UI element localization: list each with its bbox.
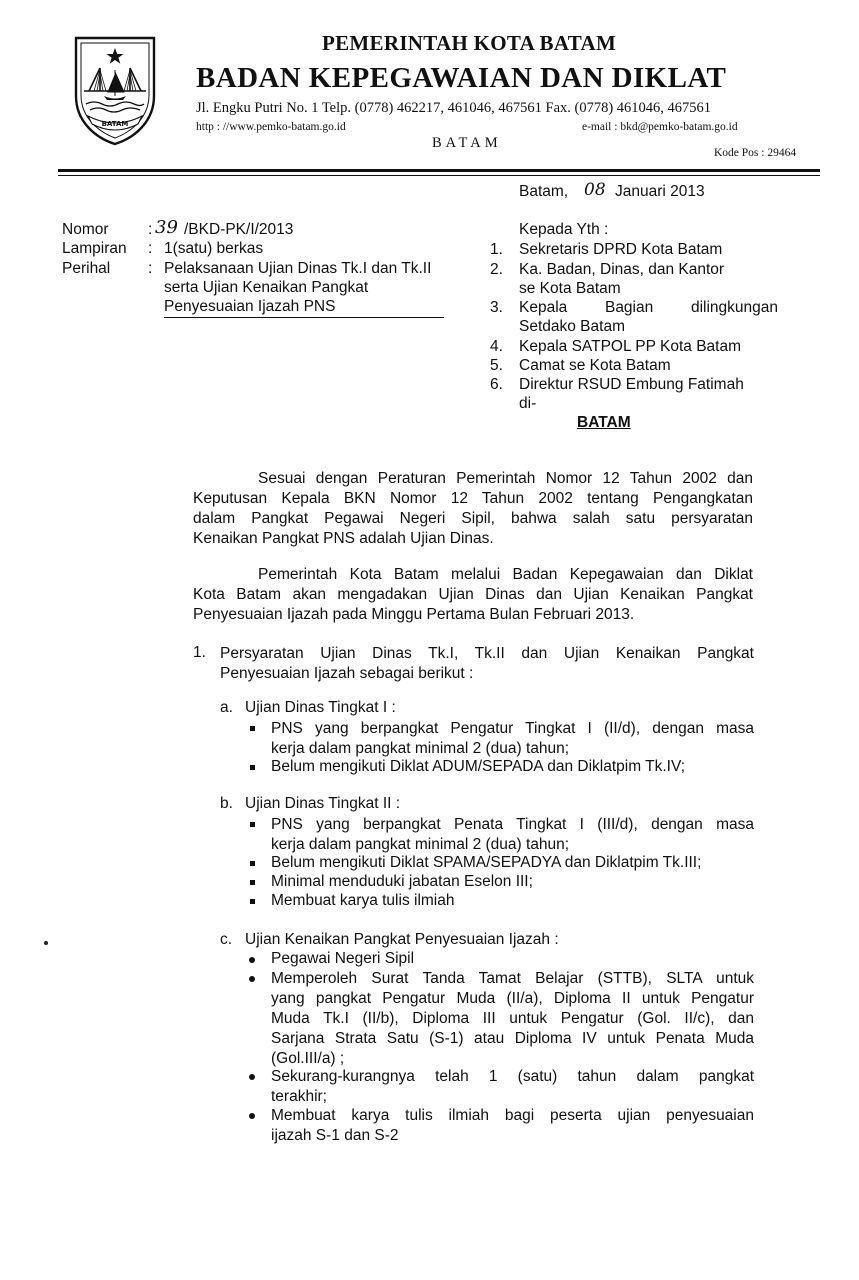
item-line: Muda Tk.I (II/b), Diploma III untuk Pengatur (Gol. II/c), dan xyxy=(271,1010,754,1027)
square-bullet-icon xyxy=(250,861,255,866)
section-c-item xyxy=(271,1106,754,1146)
scan-speck xyxy=(44,941,48,945)
point-line: Penyesuaian Ijazah sebagai berikut : xyxy=(220,665,474,682)
subject-line: Penyesuaian Ijazah PNS xyxy=(164,298,336,315)
letterhead-divider-thin xyxy=(58,175,820,176)
item-line: PNS yang berpangkat Pengatur Tingkat I (II/d), dengan masa xyxy=(271,720,754,737)
section-c-item xyxy=(271,969,754,1069)
body-paragraph-1 xyxy=(193,469,753,549)
body-paragraph-2 xyxy=(193,565,753,625)
item-line: (Gol.III/a) ; xyxy=(271,1050,345,1067)
letter-number: /BKD-PK/I/2013 xyxy=(184,221,294,238)
government-name: PEMERINTAH KOTA BATAM xyxy=(322,31,617,55)
paragraph-line: Kenaikan Pangkat PNS adalah Ujian Dinas. xyxy=(193,530,494,547)
square-bullet-icon xyxy=(250,726,255,731)
section-b-item xyxy=(271,815,754,855)
attachment-label: Lampiran xyxy=(62,240,127,257)
section-b-item: Minimal menduduki jabatan Eselon III; xyxy=(271,873,533,890)
section-a-item xyxy=(271,719,754,759)
item-line: PNS yang berpangkat Penata Tingkat I (III/d), dengan masa xyxy=(271,816,754,833)
recipient-number: 6. xyxy=(490,376,503,393)
paragraph-line: Keputusan Kepala BKN Nomor 12 Tahun 2002 tentang Pengangkatan xyxy=(193,490,753,507)
section-b-item: Membuat karya tulis ilmiah xyxy=(271,892,455,909)
paragraph-line: Sesuai dengan Peraturan Pemerintah Nomor 12 Tahun 2002 dan xyxy=(258,470,753,487)
recipient-line: se Kota Batam xyxy=(519,280,621,297)
recipient-number: 1. xyxy=(490,241,503,258)
square-bullet-icon xyxy=(250,765,255,770)
letterhead-divider-thick xyxy=(58,169,820,172)
recipient-line: Setdako Batam xyxy=(519,318,625,335)
recipient-line: Kepala Bagian dilingkungan xyxy=(519,299,778,316)
item-line: kerja dalam pangkat minimal 2 (dua) tahun; xyxy=(271,836,570,853)
round-bullet-icon xyxy=(249,957,255,963)
letter-date-day: 08 xyxy=(584,180,606,200)
recipients-heading: Kepada Yth : xyxy=(519,221,609,238)
postal-code: Kode Pos : 29464 xyxy=(714,147,797,159)
section-b-letter: b. xyxy=(220,795,233,812)
item-line: terakhir; xyxy=(271,1088,327,1105)
letterhead-city: BATAM xyxy=(432,135,502,151)
section-a-letter: a. xyxy=(220,699,233,716)
attachment-colon: : xyxy=(148,240,153,257)
recipient-line: Direktur RSUD Embung Fatimah xyxy=(519,376,744,393)
letter-date-month-year: Januari 2013 xyxy=(615,183,705,200)
handwritten-letter-number: 39 xyxy=(155,217,178,238)
recipient-line: di- xyxy=(519,395,537,412)
point-line: Persyaratan Ujian Dinas Tk.I, Tk.II dan Ujian Kenaikan Pangkat xyxy=(220,645,754,662)
recipient-number: 2. xyxy=(490,261,503,278)
round-bullet-icon xyxy=(249,1113,255,1119)
paragraph-line: Penyesuaian Ijazah pada Minggu Pertama Bulan Februari 2013. xyxy=(193,606,635,623)
paragraph-line: Pemerintah Kota Batam melalui Badan Kepegawaian dan Diklat xyxy=(258,566,753,583)
square-bullet-icon xyxy=(250,880,255,885)
subject-underline xyxy=(164,317,444,318)
recipient-line: Sekretaris DPRD Kota Batam xyxy=(519,241,723,258)
svg-text:BATAM: BATAM xyxy=(101,120,129,128)
section-b-title: Ujian Dinas Tingkat II : xyxy=(245,795,401,812)
number-colon: : xyxy=(148,221,153,238)
round-bullet-icon xyxy=(249,1074,255,1080)
item-line: ijazah S-1 dan S-2 xyxy=(271,1127,399,1144)
recipient-line: Camat se Kota Batam xyxy=(519,357,671,374)
agency-website: http : //www.pemko-batam.go.id xyxy=(196,121,346,133)
recipient-city: BATAM xyxy=(577,414,631,431)
square-bullet-icon xyxy=(250,822,255,827)
section-c-letter: c. xyxy=(220,931,233,948)
item-line: Sarjana Strata Satu (S-1) atau Diploma IV untuk Penata Muda xyxy=(271,1030,754,1047)
section-c-item: Pegawai Negeri Sipil xyxy=(271,950,415,967)
letter-date-city: Batam, xyxy=(519,183,569,200)
recipient-line: Kepala SATPOL PP Kota Batam xyxy=(519,338,742,355)
agency-name: BADAN KEPEGAWAIAN DAN DIKLAT xyxy=(196,62,727,94)
agency-email: e-mail : bkd@pemko-batam.go.id xyxy=(582,121,738,133)
item-line: Membuat karya tulis ilmiah bagi peserta ujian penyesuaian xyxy=(271,1107,754,1124)
recipient-number: 4. xyxy=(490,338,503,355)
attachment-value: 1(satu) berkas xyxy=(164,240,264,257)
section-a-title: Ujian Dinas Tingkat I : xyxy=(245,699,396,716)
item-line: kerja dalam pangkat minimal 2 (dua) tahun; xyxy=(271,740,570,757)
recipient-line: Ka. Badan, Dinas, dan Kantor xyxy=(519,261,725,278)
paragraph-line: dalam Pangkat Pegawai Negeri Sipil, bahwa salah satu persyaratan xyxy=(193,510,753,527)
batam-city-emblem xyxy=(70,34,160,146)
section-a-item: Belum mengikuti Diklat ADUM/SEPADA dan Diklatpim Tk.IV; xyxy=(271,758,686,775)
number-label: Nomor xyxy=(62,221,109,238)
recipient-number: 3. xyxy=(490,299,503,316)
subject-colon: : xyxy=(148,260,153,277)
section-c-item xyxy=(271,1067,754,1107)
item-line: yang pangkat Pengatur Muda (II/a), Diploma II untuk Pengatur xyxy=(271,990,754,1007)
point-1-number: 1. xyxy=(193,644,206,661)
subject-line: serta Ujian Kenaikan Pangkat xyxy=(164,279,369,296)
round-bullet-icon xyxy=(249,976,255,982)
subject-label: Perihal xyxy=(62,260,111,277)
point-1-text xyxy=(220,644,754,684)
paragraph-line: Kota Batam akan mengadakan Ujian Dinas dan Ujian Kenaikan Pangkat xyxy=(193,586,753,603)
agency-address: Jl. Engku Putri No. 1 Telp. (0778) 462217, 461046, 467561 Fax. (0778) 461046, 467561 xyxy=(196,100,712,116)
recipient-number: 5. xyxy=(490,357,503,374)
item-line: Sekurang-kurangnya telah 1 (satu) tahun dalam pangkat xyxy=(271,1068,754,1085)
item-line: Memperoleh Surat Tanda Tamat Belajar (STTB), SLTA untuk xyxy=(271,970,754,987)
square-bullet-icon xyxy=(250,899,255,904)
section-c-title: Ujian Kenaikan Pangkat Penyesuaian Ijazah : xyxy=(245,931,559,948)
section-b-item: Belum mengikuti Diklat SPAMA/SEPADYA dan Diklatpim Tk.III; xyxy=(271,854,702,871)
subject-line: Pelaksanaan Ujian Dinas Tk.I dan Tk.II xyxy=(164,260,432,277)
